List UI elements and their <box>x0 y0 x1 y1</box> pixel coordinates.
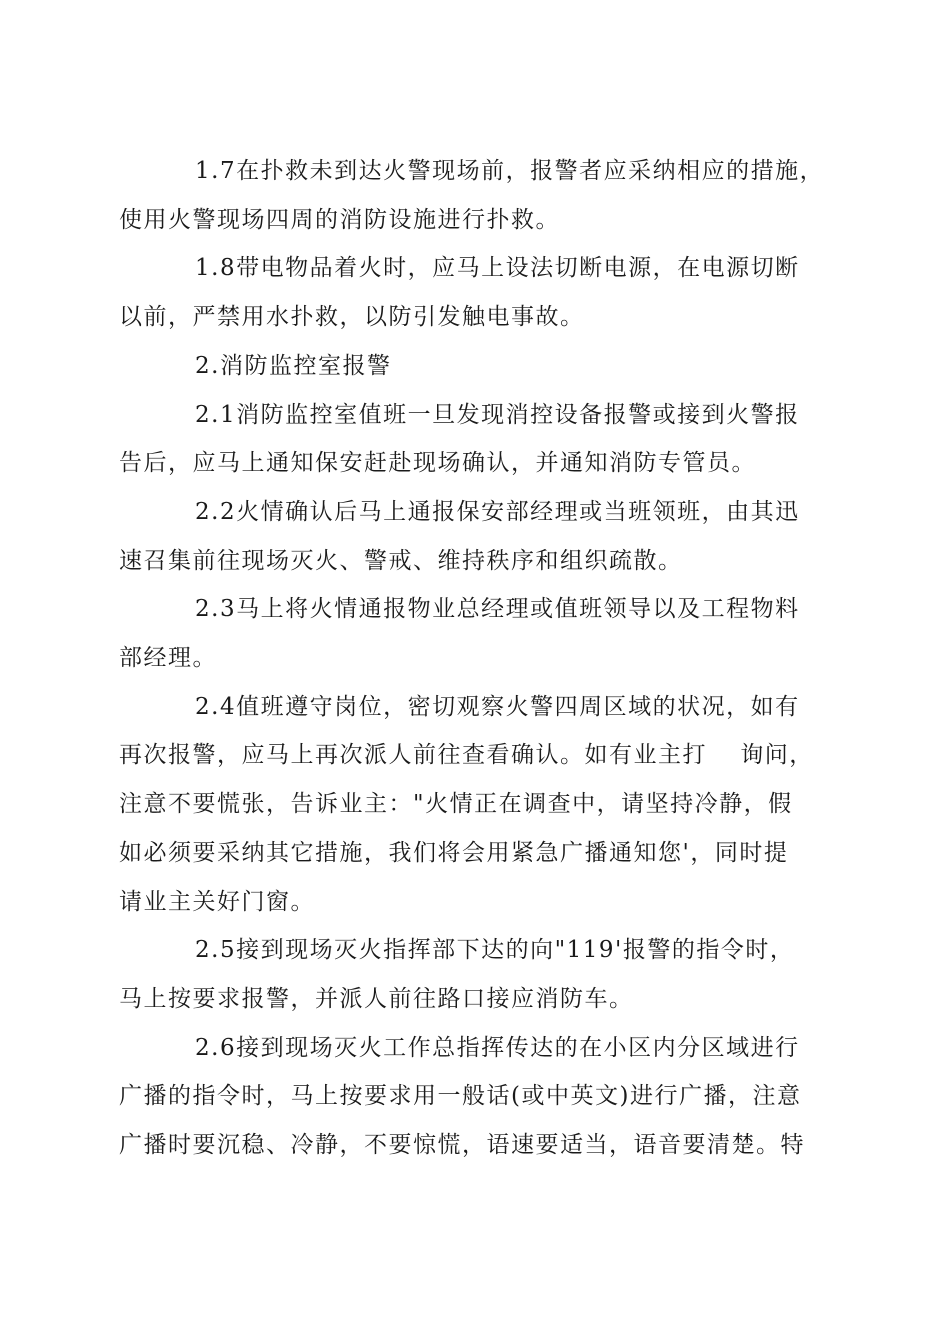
paragraph-p-2-2 <box>119 488 834 585</box>
text-line: 广播时要沉稳、冷静，不要惊慌，语速要适当，语音要清楚。特 <box>119 1132 805 1159</box>
text-line: 2.5接到现场灭火指挥部下达的向"119'报警的指令时， <box>195 937 795 964</box>
text-line: 再次报警，应马上再次派人前往查看确认。如有业主打 询问， <box>119 742 814 769</box>
paragraph-p-2-3 <box>119 585 834 682</box>
text-line: 速召集前往现场灭火、警戒、维持秩序和组织疏散。 <box>119 547 683 574</box>
text-line: 2.4值班遵守岗位，密切观察火警四周区域的状况，如有 <box>195 693 800 720</box>
paragraph-p-2-6 <box>119 1024 834 1170</box>
text-line: 部经理。 <box>119 645 217 672</box>
text-line: 1.7在扑救未到达火警现场前，报警者应采纳相应的措施， <box>195 158 825 184</box>
text-line: 注意不要慌张，告诉业主："火情正在调查中，请坚持冷静，假 <box>119 791 793 818</box>
paragraph-p-2-5 <box>119 926 834 1023</box>
text-line: 请业主关好门窗。 <box>119 888 315 915</box>
text-line: 以前，严禁用水扑救，以防引发触电事故。 <box>119 304 585 331</box>
paragraph-p-1-7 <box>119 147 834 244</box>
paragraph-p-2-1 <box>119 391 834 488</box>
paragraph-p-2-4 <box>119 683 834 927</box>
document-body <box>119 147 834 1170</box>
text-line: 2.1消防监控室值班一旦发现消控设备报警或接到火警报 <box>195 401 800 428</box>
text-line: 使用火警现场四周的消防设施进行扑救。 <box>119 206 560 233</box>
text-line: 2.6接到现场灭火工作总指挥传达的在小区内分区域进行 <box>195 1034 800 1061</box>
text-line: 告后，应马上通知保安赶赴现场确认，并通知消防专管员。 <box>119 450 756 477</box>
text-line: 1.8带电物品着火时，应马上设法切断电源，在电源切断 <box>195 255 800 282</box>
text-line: 2.2火情确认后马上通报保安部经理或当班领班，由其迅 <box>195 498 800 525</box>
paragraph-p-2 <box>119 342 834 391</box>
text-line: 2.3马上将火情通报物业总经理或值班领导以及工程物料 <box>195 596 800 623</box>
text-line: 如必须要采纳其它措施，我们将会用紧急广播通知您'，同时提 <box>119 839 789 866</box>
paragraph-p-1-8 <box>119 244 834 341</box>
text-line: 2.消防监控室报警 <box>195 352 392 379</box>
text-line: 马上按要求报警，并派人前往路口接应消防车。 <box>119 985 634 1012</box>
text-line: 广播的指令时，马上按要求用一般话(或中英文)进行广播，注意 <box>119 1083 802 1110</box>
